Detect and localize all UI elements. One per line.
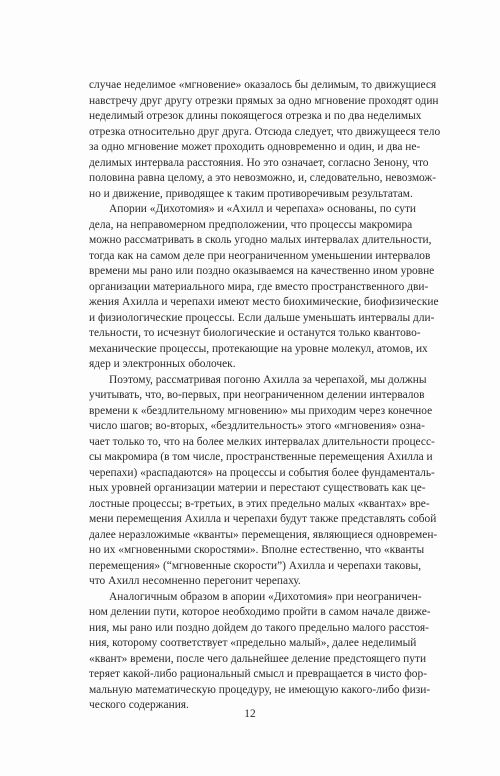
text-line: навстречу друг другу отрезки прямых за одно мгновение проходят один xyxy=(89,94,439,107)
text-line: дела, на неправомерном предположении, что процессы макромира xyxy=(89,218,413,231)
text-line: времени к «бездлительному мгновению» мы приходим через конечное xyxy=(89,404,433,417)
text-line: ния, которому соответствует «предельно малый», далее неделимый xyxy=(89,637,417,649)
text-line: перемещения» (“мгновенные скорости”) Ахилла и черепахи таковы, xyxy=(89,559,422,572)
text-line: времени мы рано или поздно оказываемся на качественно ином уровне xyxy=(89,265,435,277)
text-line: за одно мгновение может проходить одновременно и один, и два не- xyxy=(89,141,421,153)
text-line: и физиологические процессы. Если дальше уменьшать интервалы дли- xyxy=(89,311,435,324)
text-line: теряет какой-либо рациональный смысл и превращается в чисто фор- xyxy=(89,668,427,680)
text-line: далее неразложимые «кванты» перемещения, являющиеся одновремен- xyxy=(89,528,438,541)
text-line: черепахи) «распадаются» на процессы и события более фундаменталь- xyxy=(89,466,435,479)
paragraph xyxy=(89,78,441,202)
text-line: Поэтому, рассматривая погоню Ахилла за черепахой, мы должны xyxy=(109,373,427,386)
text-line: неделимый отрезок длины покоящегося отрезка и по два неделимых xyxy=(89,110,422,122)
text-line: мени перемещения Ахилла и черепахи будут также представлять собой xyxy=(89,513,437,525)
text-line: лостные процессы; в-третьих, в этих предельно малых «квантах» вре- xyxy=(89,497,430,510)
text-line: случае неделимое «мгновение» оказалось бы делимым, то движущиеся xyxy=(89,79,437,91)
text-line: Апории «Дихотомия» и «Ахилл и черепаха» основаны, по сути xyxy=(109,203,417,215)
text-line: учитывать, что, во-первых, при неограниченном делении интервалов xyxy=(89,389,425,401)
text-line: отрезка относительно друг друга. Отсюда следует, что движущееся тело xyxy=(89,125,441,138)
text-line: ческого содержания. xyxy=(89,699,189,711)
text-line: что Ахилл несомненно перегонит черепаху. xyxy=(89,575,301,587)
text-line: ном делении пути, которое необходимо пройти в самом начале движе- xyxy=(89,606,431,618)
text-line: ядер и электронных оболочек. xyxy=(89,358,236,370)
text-line: жения Ахилла и черепахи имеют место биохимические, биофизические xyxy=(89,296,439,308)
text-line: можно рассматривать в сколь угодно малых интервалах длительности, xyxy=(89,234,432,246)
text-line: тельности, то исчезнут биологические и останутся только квантово- xyxy=(89,327,421,339)
paragraph xyxy=(89,202,439,373)
text-line: организации материального мира, где вместо пространственного дви- xyxy=(89,280,429,293)
text-line: мальную математическую процедуру, не имеющую какого-либо физи- xyxy=(89,683,431,696)
text-line: но и движение, приводящее к таким противоречивым результатам. xyxy=(89,187,413,200)
text-line: чает только то, что на более мелких интервалах длительности процесс- xyxy=(89,435,435,448)
paragraph xyxy=(89,590,431,714)
text-line: Аналогичным образом в апории «Дихотомия» при неограничен- xyxy=(109,590,422,603)
text-line: ния, мы рано или поздно дойдем до такого предельно малого расстоя- xyxy=(89,621,429,634)
text-line: число шагов; во-вторых, «бездлительность» этого «мгновения» озна- xyxy=(89,420,425,432)
text-line: делимых интервала расстояния. Но это означает, согласно Зенону, что xyxy=(89,156,429,169)
paragraph xyxy=(89,373,438,590)
text-line: ных уровней организации материи и перестают существовать как це- xyxy=(89,482,426,494)
text-line: «квант» времени, после чего дальнейшее деление предстоящего пути xyxy=(89,652,427,665)
text-line: тогда как на самом деле при неограниченном уменьшении интервалов xyxy=(89,249,431,262)
text-line: но их «мгновенными скоростями». Вполне естественно, что «кванты xyxy=(89,544,425,556)
text-line: половина равна целому, а это невозможно, и, следовательно, невозмож- xyxy=(89,172,437,184)
text-line: сы макромира (в том числе, пространственные перемещения Ахилла и xyxy=(89,451,433,463)
body-text xyxy=(89,78,441,714)
text-line: механические процессы, протекающие на уровне молекул, атомов, их xyxy=(89,342,428,355)
page-number: 12 xyxy=(244,708,256,720)
